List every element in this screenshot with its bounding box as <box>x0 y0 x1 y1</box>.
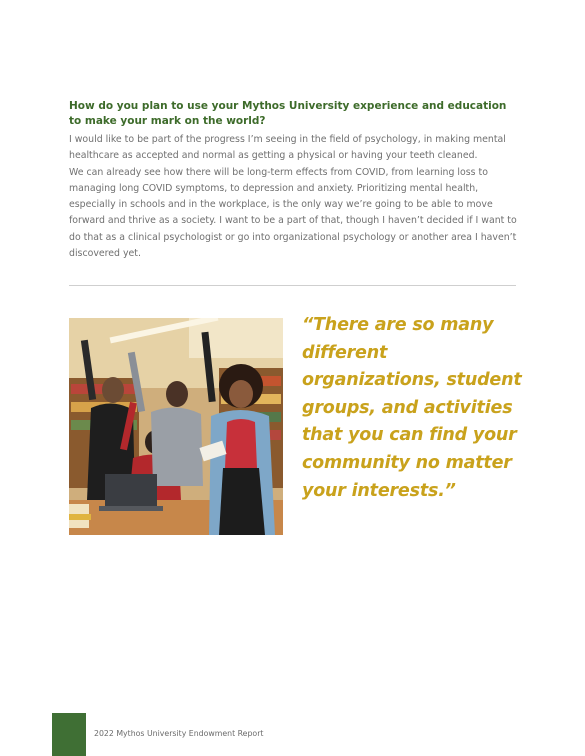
students-celebrating-photo <box>69 318 283 535</box>
answer-body <box>69 132 519 262</box>
section-divider <box>69 285 516 286</box>
footer-report-title: 2022 Mythos University Endowment Report <box>94 729 264 738</box>
footer-accent-block <box>52 713 86 756</box>
answer-paragraph: I would like to be part of the progress I’m seeing in the field of psychology, in making mental healthcare as accepted and normal as getting a physical or having your teeth cleaned. <box>69 134 506 162</box>
answer-paragraph: We can already see how there will be long-term effects from COVID, from learning loss to managing long COVID symptoms, to depression and anxiety. Prioritizing mental health, especially in schools and in the workplace, is the only way we’re going to be able to move forward and thrive as a society. I want to be a part of that, though I haven’t decided if I want to do that as a clinical psychologist or go into organizational psychology or another area I haven’t discovered yet. <box>69 166 517 260</box>
question-heading: How do you plan to use your Mythos University experience and education to make your mark on the world? <box>69 100 507 127</box>
pull-quote: “There are so many different organizations, student groups, and activities that you can find your community no matter your interests.” <box>302 315 522 501</box>
